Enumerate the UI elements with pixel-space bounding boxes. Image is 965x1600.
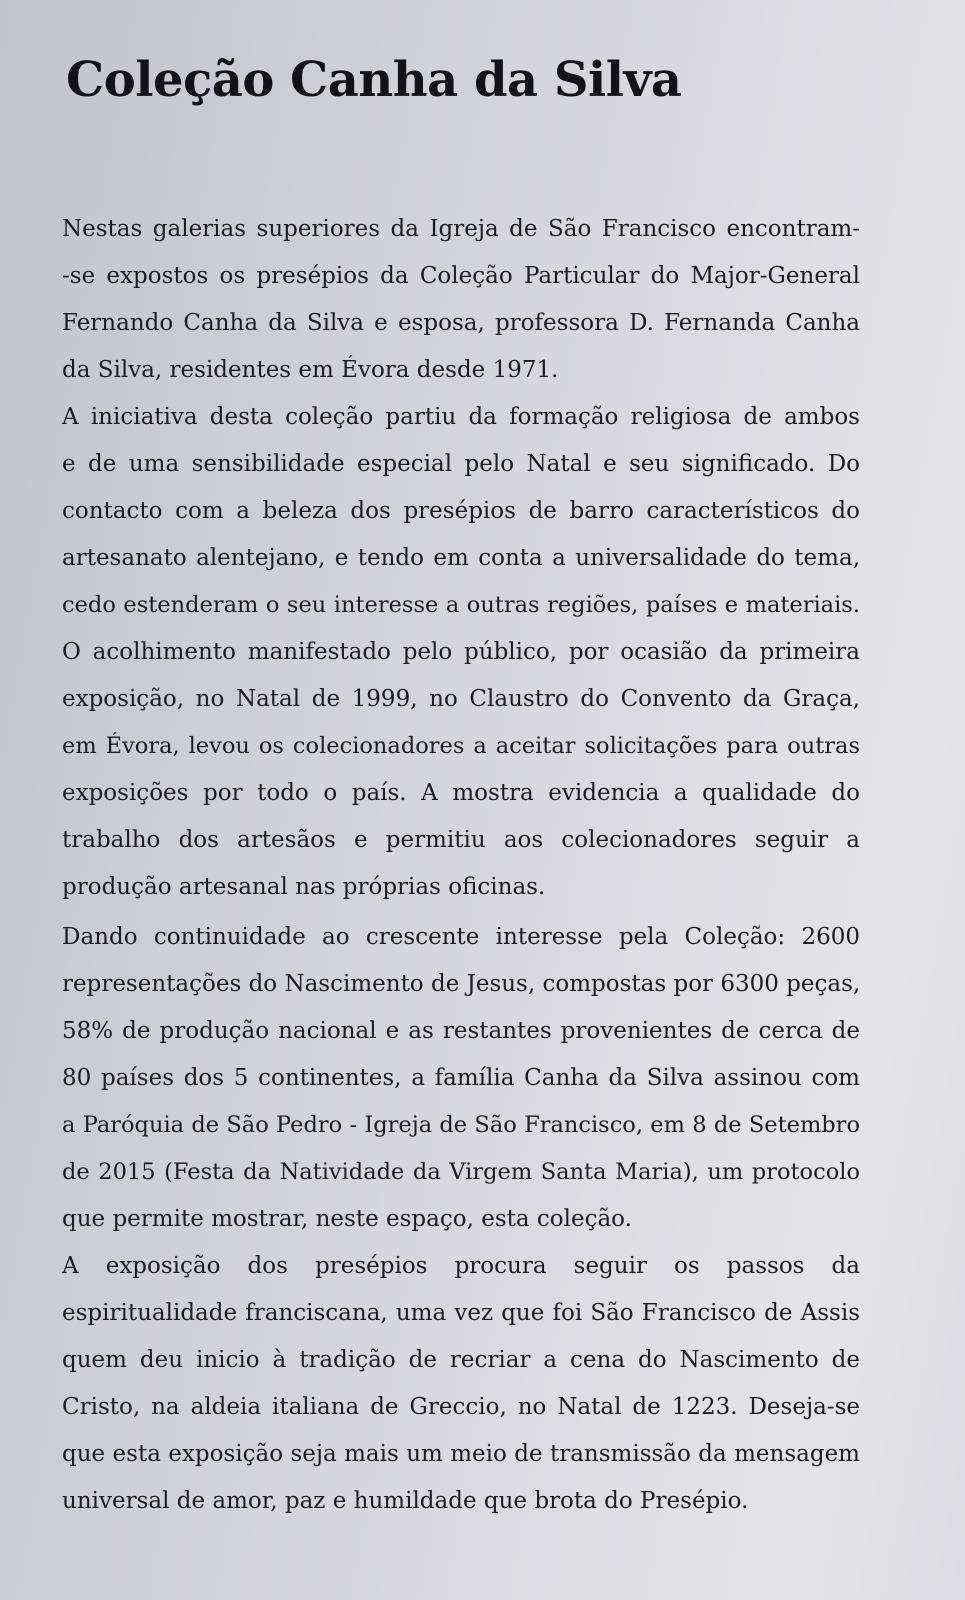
- paragraph-4-line-5: a Paróquia de São Pedro - Igreja de São Francisco, em 8 de Setembro: [62, 1112, 860, 1138]
- paragraph-5-line-2: espiritualidade franciscana, uma vez que foi São Francisco de Assis: [62, 1300, 860, 1326]
- paragraph-1-line-3: Fernando Canha da Silva e esposa, professora D. Fernanda Canha: [62, 310, 860, 336]
- paragraph-2-line-3: contacto com a beleza dos presépios de barro característicos do: [62, 498, 860, 524]
- paragraph-4-line-4: 80 países dos 5 continentes, a família Canha da Silva assinou com: [62, 1065, 860, 1091]
- paragraph-3-line-6: produção artesanal nas próprias oficinas.: [62, 874, 546, 900]
- paragraph-3-line-2: exposição, no Natal de 1999, no Claustro do Convento da Graça,: [62, 686, 860, 712]
- paragraph-4-line-6: de 2015 (Festa da Natividade da Virgem Santa Maria), um protocolo: [62, 1159, 860, 1185]
- paragraph-5-line-3: quem deu inicio à tradição de recriar a cena do Nascimento de: [62, 1347, 860, 1373]
- paragraph-2-line-4: artesanato alentejano, e tendo em conta a universalidade do tema,: [62, 545, 860, 571]
- paragraph-5-line-5: que esta exposição seja mais um meio de transmissão da mensagem: [62, 1441, 860, 1467]
- paragraph-1-line-2: -se expostos os presépios da Coleção Particular do Major-General: [62, 263, 860, 289]
- paragraph-1-line-1: Nestas galerias superiores da Igreja de São Francisco encontram-: [62, 216, 860, 242]
- paragraph-4-line-2: representações do Nascimento de Jesus, compostas por 6300 peças,: [62, 971, 861, 997]
- paragraph-2-line-5: cedo estenderam o seu interesse a outras regiões, países e materiais.: [62, 592, 860, 618]
- paragraph-4-line-1: Dando continuidade ao crescente interesse pela Coleção: 2600: [62, 924, 860, 950]
- paragraph-5-line-4: Cristo, na aldeia italiana de Greccio, no Natal de 1223. Deseja-se: [62, 1394, 860, 1420]
- paragraph-3-line-1: O acolhimento manifestado pelo público, por ocasião da primeira: [62, 639, 860, 665]
- paragraph-3-line-3: em Évora, levou os colecionadores a aceitar solicitações para outras: [62, 733, 860, 759]
- paragraph-3-line-5: trabalho dos artesãos e permitiu aos colecionadores seguir a: [62, 827, 860, 853]
- paragraph-3-line-4: exposições por todo o país. A mostra evidencia a qualidade do: [62, 780, 860, 806]
- paragraph-4-line-3: 58% de produção nacional e as restantes provenientes de cerca de: [62, 1018, 860, 1044]
- paragraph-5-line-6: universal de amor, paz e humildade que brota do Presépio.: [62, 1488, 749, 1514]
- paragraph-2-line-2: e de uma sensibilidade especial pelo Natal e seu significado. Do: [62, 451, 860, 477]
- paragraph-5-line-1: A exposição dos presépios procura seguir os passos da: [62, 1253, 860, 1279]
- paragraph-4-line-7: que permite mostrar, neste espaço, esta coleção.: [62, 1206, 632, 1232]
- panel-title: Coleção Canha da Silva: [66, 52, 682, 108]
- paragraph-2-line-1: A iniciativa desta coleção partiu da formação religiosa de ambos: [62, 404, 860, 430]
- paragraph-1-line-4: da Silva, residentes em Évora desde 1971.: [62, 357, 559, 383]
